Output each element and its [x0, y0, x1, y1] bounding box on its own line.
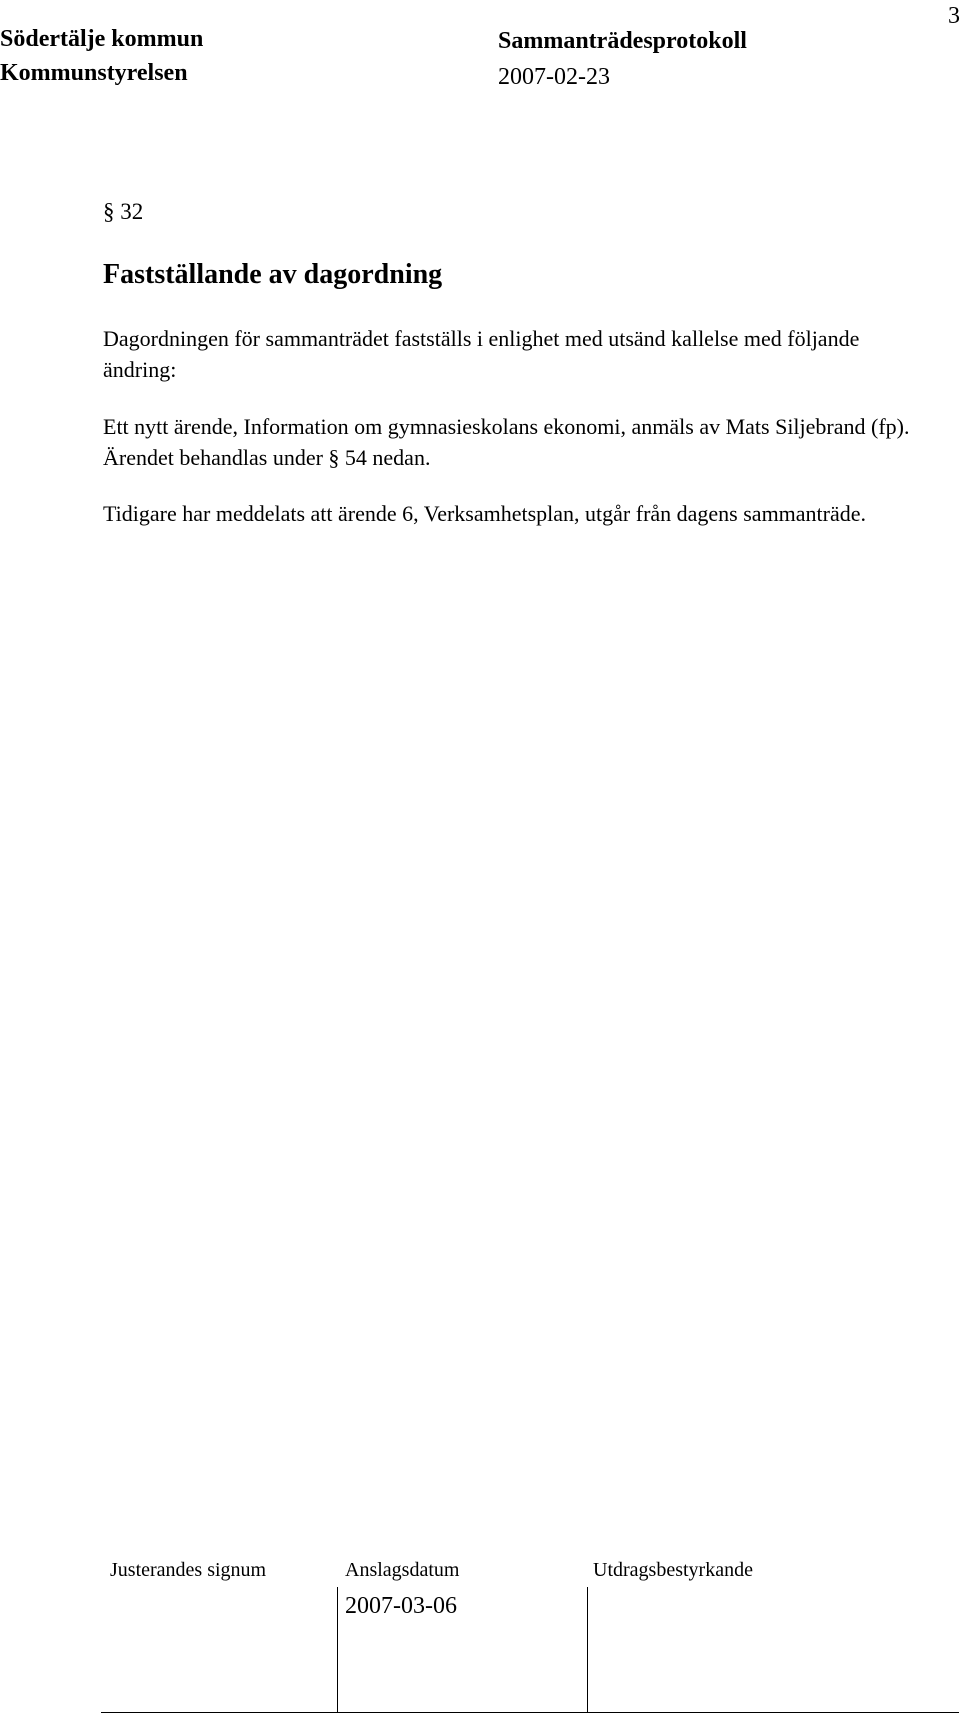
body-paragraph: Dagordningen för sammanträdet fastställs i enlighet med utsänd kallelse med följande ändring:: [103, 326, 860, 382]
footer-label-signum: Justerandes signum: [110, 1559, 267, 1581]
document-type: Sammanträdesprotokoll: [498, 28, 747, 54]
footer-posting-date: 2007-03-06: [345, 1593, 457, 1619]
section-title: Fastställande av dagordning: [103, 259, 443, 290]
body-paragraph: Tidigare har meddelats att ärende 6, Verksamhetsplan, utgår från dagens sammanträde.: [103, 501, 867, 526]
section-body: [103, 323, 933, 529]
body-paragraph: Ett nytt ärende, Information om gymnasieskolans ekonomi, anmäls av Mats Siljebrand (fp). Ärendet behandlas under § 54 nedan.: [103, 414, 910, 470]
meeting-date: 2007-02-23: [498, 64, 610, 90]
footer-divider-2: [587, 1587, 588, 1713]
footer-divider-1: [337, 1587, 338, 1713]
footer-label-utdragsbestyrkande: Utdragsbestyrkande: [593, 1559, 753, 1581]
department-name: Kommunstyrelsen: [0, 60, 188, 86]
page-number: 3: [948, 3, 960, 29]
organization-name: Södertälje kommun: [0, 26, 204, 52]
paragraph-number: § 32: [103, 199, 144, 224]
footer-baseline: [101, 1712, 959, 1713]
footer-label-anslagsdatum: Anslagsdatum: [345, 1559, 460, 1581]
